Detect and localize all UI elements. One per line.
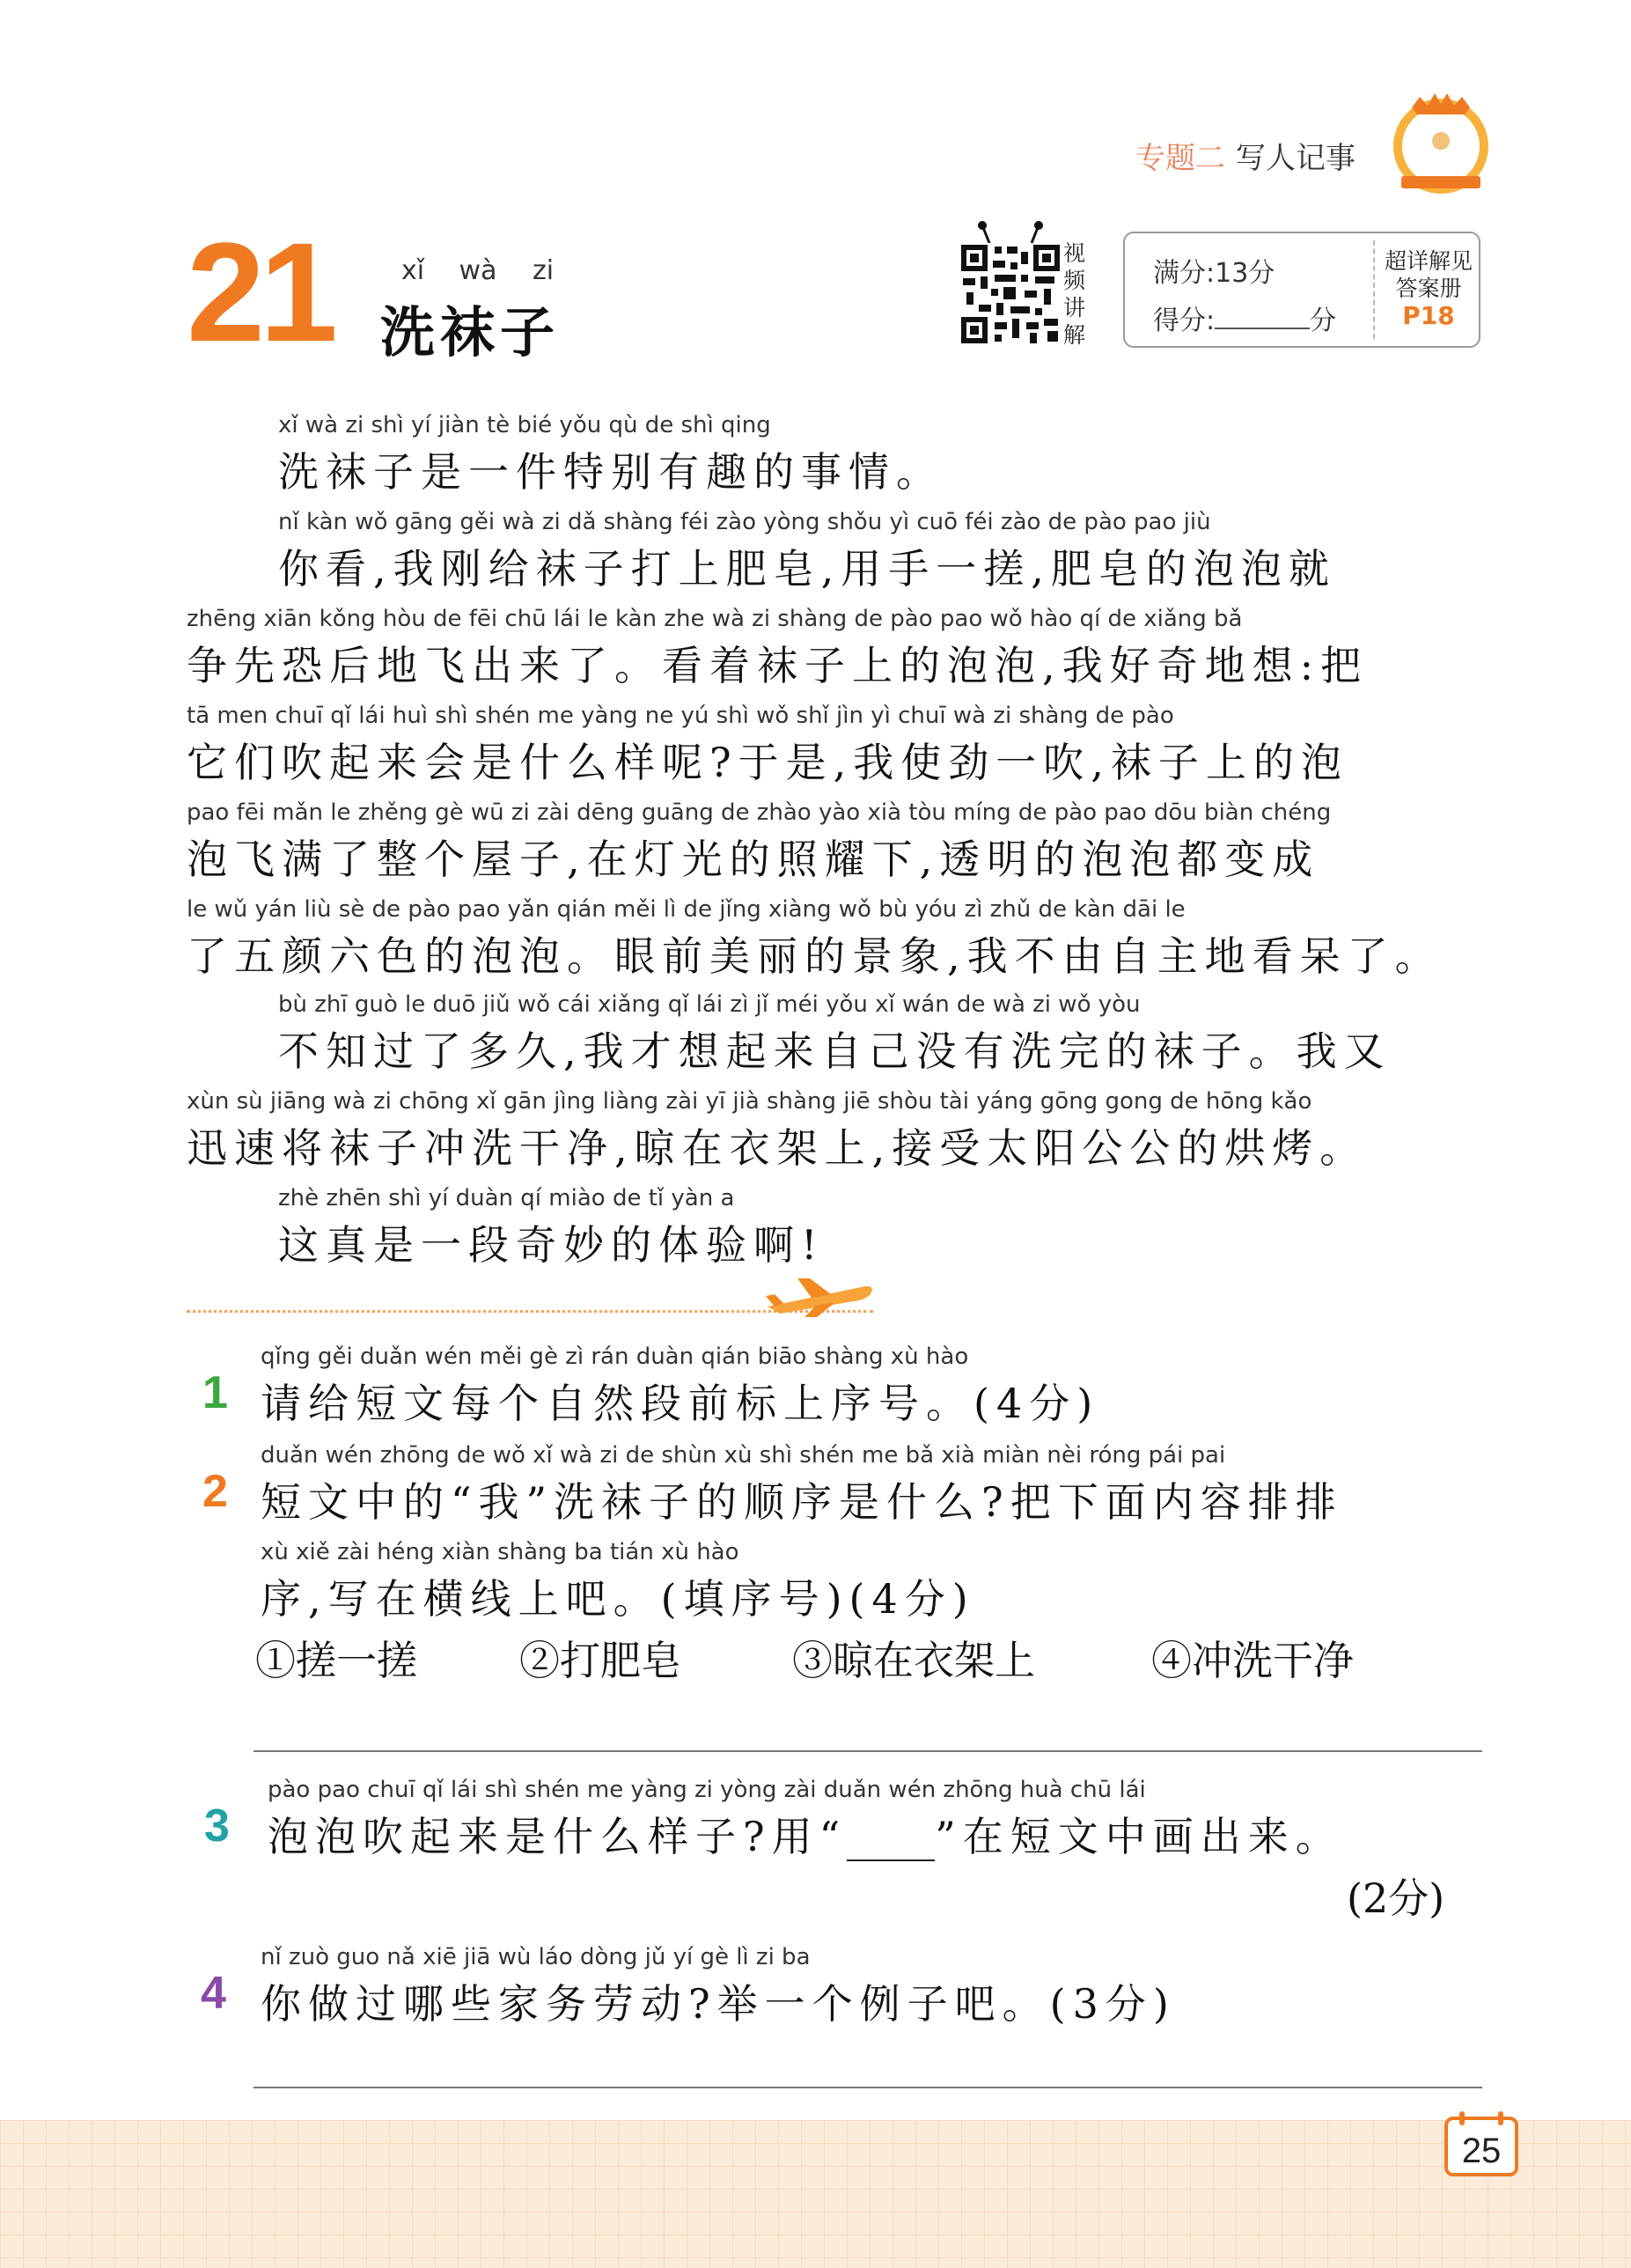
underline-sample	[847, 1824, 935, 1861]
question-4: nǐ zuò guo nǎ xiē jiā wù láo dòng jǔ yí gè lì zi ba 你做过哪些家务劳动?举一个例子吧。(3分)	[261, 1944, 1176, 2028]
question-3-score: (2分)	[1347, 1874, 1445, 1922]
lesson-title: 洗袜子	[380, 300, 561, 364]
passage-line: nǐ kàn wǒ gāng gěi wà zi dǎ shàng féi zào yòng shǒu yì cuō féi zào de pào pao jiù 你看,我刚给袜子打上肥皂,用手一搓,肥皂的泡泡就	[278, 509, 1336, 593]
footer-grid-background	[0, 2120, 1631, 2268]
question-2-number: 2	[202, 1466, 228, 1517]
score-box	[1123, 232, 1480, 348]
title-pinyin-syllable: wà	[459, 255, 497, 286]
passage-line: xǐ wà zi shì yí jiàn tè bié yǒu qù de shì qing 洗袜子是一件特别有趣的事情。	[278, 412, 944, 496]
video-explanation-label: 视 频 讲 解	[1063, 240, 1086, 348]
medal-badge-icon	[1389, 88, 1493, 201]
full-score: 满分:13分	[1153, 258, 1275, 289]
score-field[interactable]: 得分: 分	[1153, 306, 1337, 336]
question-2: duǎn wén zhōng de wǒ xǐ wà zi de shùn xù shì shén me bǎ xià miàn nèi róng pái pai 短文中的“我”洗袜子的顺序是什么?把下面内容排排	[261, 1442, 1343, 1526]
score-box-divider	[1373, 240, 1375, 339]
topic-label: 专题二	[1135, 141, 1225, 176]
topic-header	[1135, 134, 1355, 177]
answer-line[interactable]	[253, 2087, 1482, 2088]
option-2: ②打肥皂	[519, 1637, 681, 1684]
passage-line: le wǔ yán liù sè de pào pao yǎn qián měi lì de jǐng xiàng wǒ bù yóu zì zhǔ de kàn dāi le 了五颜六色的泡泡。眼前美丽的景象,我不由自主地看呆了。	[187, 896, 1443, 980]
lesson-number: 21	[187, 213, 333, 371]
passage-line: zhēng xiān kǒng hòu de fēi chū lái le kàn zhe wà zi shàng de pào pao wǒ hào qí de xiǎng bǎ 争先恐后地飞出来了。看着袜子上的泡泡,我好奇地想:把	[187, 606, 1369, 689]
page-number: 25	[1461, 2132, 1502, 2170]
title-pinyin	[380, 255, 576, 286]
qr-code-icon[interactable]	[956, 220, 1065, 349]
question-3-number: 3	[204, 1800, 230, 1852]
passage-line: zhè zhēn shì yí duàn qí miào de tǐ yàn a 这真是一段奇妙的体验啊!	[278, 1185, 825, 1269]
airplane-icon	[762, 1275, 877, 1319]
title-pinyin-syllable: zi	[532, 255, 555, 286]
passage-line: bù zhī guò le duō jiǔ wǒ cái xiǎng qǐ lái zì jǐ méi yǒu xǐ wán de wà zi wǒ yòu 不知过了多久,我才想起来自己没有洗完的袜子。我又	[278, 991, 1392, 1075]
score-blank[interactable]	[1215, 305, 1310, 329]
question-4-number: 4	[201, 1968, 226, 2019]
question-1: qǐng gěi duǎn wén měi gè zì rán duàn qián biāo shàng xù hào 请给短文每个自然段前标上序号。(4分)	[261, 1344, 1100, 1427]
question-1-number: 1	[202, 1367, 228, 1418]
passage-line: xùn sù jiāng wà zi chōng xǐ gān jìng liàng zài yī jià shàng jiē shòu tài yáng gōng gong de hōng kǎo 迅速将袜子冲洗干净,晾在衣架上,接受太阳公公的烘烤。	[187, 1088, 1368, 1172]
topic-title: 写人记事	[1236, 141, 1355, 176]
option-4: ④冲洗干净	[1151, 1637, 1354, 1684]
title-pinyin-syllable: xǐ	[400, 255, 425, 286]
question-3: pào pao chuī qǐ lái shì shén me yàng zi yòng zài duǎn wén zhōng huà chū lái 泡泡吹起来是什么样子?用“ ”在短文中画出来。	[268, 1777, 1343, 1860]
option-3: ③晾在衣架上	[792, 1637, 1035, 1684]
question-2-continued: xù xiě zài héng xiàn shàng ba tián xù hào 序,写在横线上吧。(填序号)(4分)	[261, 1539, 975, 1623]
passage-line: tā men chuī qǐ lái huì shì shén me yàng ne yú shì wǒ shǐ jìn yì chuī wà zi shàng de pào 它们吹起来会是什么样呢?于是,我使劲一吹,袜子上的泡	[187, 703, 1348, 786]
answer-reference: 超详解见答案册 P18	[1380, 247, 1477, 329]
answer-line[interactable]	[253, 1750, 1482, 1752]
option-1: ①搓一搓	[255, 1637, 417, 1684]
answer-page: P18	[1402, 301, 1455, 330]
passage-line: pao fēi mǎn le zhěng gè wū zi zài dēng guāng de zhào yào xià tòu míng de pào pao dōu biàn chéng 泡飞满了整个屋子,在灯光的照耀下,透明的泡泡都变成	[187, 799, 1332, 883]
